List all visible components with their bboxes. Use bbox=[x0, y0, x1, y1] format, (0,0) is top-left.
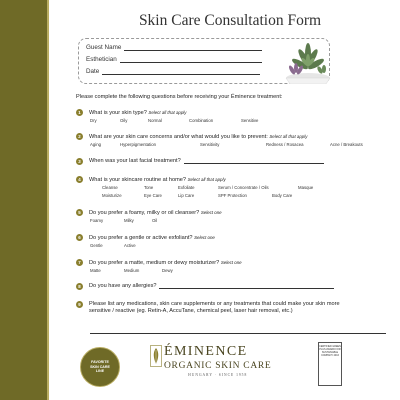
option-dry[interactable]: Dry bbox=[90, 118, 97, 123]
question-7 bbox=[76, 259, 242, 267]
guest-name-field[interactable] bbox=[124, 45, 262, 51]
question-number: 6 bbox=[76, 234, 83, 241]
succulent-plant-icon bbox=[268, 28, 332, 84]
question-5 bbox=[76, 209, 222, 217]
question-text: Do you prefer a matte, medium or dewy moisturizer? bbox=[89, 260, 220, 266]
green-certification-seal: CERTIFIED GREEN PLUS AWARD FOR SUSTAINABLE COMPANY 2016 bbox=[318, 342, 342, 386]
side-bar-gold-stripe bbox=[47, 0, 49, 400]
option-matte[interactable]: Matte bbox=[90, 268, 101, 273]
esthetician-label: Esthetician bbox=[86, 56, 117, 63]
question-note: Select all that apply bbox=[148, 110, 187, 115]
option-oil[interactable]: Oil bbox=[152, 218, 158, 223]
brand-tagline: ORGANIC SKIN CARE bbox=[164, 361, 272, 371]
last-facial-field[interactable] bbox=[184, 158, 324, 164]
question-number: 1 bbox=[76, 109, 83, 116]
question-text: Do you prefer a gentle or active exfoliant? bbox=[89, 235, 193, 241]
medications-field[interactable] bbox=[90, 333, 386, 334]
question-number: 8 bbox=[76, 283, 83, 290]
option-sensitivity[interactable]: Sensitivity bbox=[200, 142, 220, 147]
side-bar bbox=[0, 0, 53, 400]
option-moisturize[interactable]: Moisturize bbox=[102, 193, 122, 198]
question-text: When was your last facial treatment? bbox=[89, 158, 181, 164]
intro-text: Please complete the following questions before receiving your Éminence treatment: bbox=[76, 94, 283, 100]
option-dewy[interactable]: Dewy bbox=[162, 268, 173, 273]
eminence-logo-icon bbox=[150, 345, 162, 367]
date-row bbox=[86, 68, 260, 75]
question-number: 9 bbox=[76, 301, 83, 308]
question-note: Select one bbox=[200, 210, 222, 215]
option-gentle[interactable]: Gentle bbox=[90, 243, 103, 248]
side-bar-green bbox=[0, 0, 47, 400]
guest-name-row bbox=[86, 44, 262, 51]
question-number: 5 bbox=[76, 209, 83, 216]
option-eye-care[interactable]: Eye Care bbox=[144, 193, 162, 198]
question-2 bbox=[76, 133, 307, 141]
question-number: 2 bbox=[76, 133, 83, 140]
question-note: Select one bbox=[220, 260, 242, 265]
option-spf[interactable]: SPF Protection bbox=[218, 193, 247, 198]
form-title: Skin Care Consultation Form bbox=[138, 12, 322, 29]
question-3 bbox=[76, 158, 324, 165]
option-aging[interactable]: Aging bbox=[90, 142, 101, 147]
guest-name-label: Guest Name bbox=[86, 44, 122, 51]
badge-line-3: LINE bbox=[95, 369, 105, 374]
option-tone[interactable]: Tone bbox=[144, 185, 154, 190]
question-note: Select all that apply bbox=[187, 177, 226, 182]
question-1 bbox=[76, 109, 186, 117]
question-text: What is your skin type? bbox=[89, 110, 147, 116]
option-lip-care[interactable]: Lip Care bbox=[178, 193, 195, 198]
option-exfoliate[interactable]: Exfoliate bbox=[178, 185, 195, 190]
brand-sub: HUNGARY · SINCE 1958 bbox=[188, 373, 248, 377]
option-foamy[interactable]: Foamy bbox=[90, 218, 104, 223]
option-active[interactable]: Active bbox=[124, 243, 136, 248]
question-text: Do you prefer a foamy, milky or oil cleanser? bbox=[89, 210, 200, 216]
option-milky[interactable]: Milky bbox=[124, 218, 134, 223]
brand-block bbox=[164, 344, 271, 377]
option-redness[interactable]: Redness / Rosacea bbox=[266, 142, 304, 147]
question-text: What is your skincare routine at home? bbox=[89, 177, 187, 183]
question-number: 4 bbox=[76, 176, 83, 183]
option-sensitive[interactable]: Sensitive bbox=[241, 118, 259, 123]
question-number: 3 bbox=[76, 158, 83, 165]
esthetician-row bbox=[86, 56, 262, 63]
question-8 bbox=[76, 283, 334, 290]
option-masque[interactable]: Masque bbox=[298, 185, 314, 190]
question-text: What are your skin care concerns and/or what would you like to prevent: bbox=[89, 134, 268, 140]
question-4 bbox=[76, 176, 226, 184]
option-hyperpigmentation[interactable]: Hyperpigmentation bbox=[120, 142, 157, 147]
esthetician-field[interactable] bbox=[120, 57, 262, 63]
option-cleanse[interactable]: Cleanse bbox=[102, 185, 118, 190]
favorite-skin-care-badge bbox=[80, 347, 120, 387]
question-number: 7 bbox=[76, 259, 83, 266]
option-acne[interactable]: Acne / Breakouts bbox=[330, 142, 363, 147]
option-oily[interactable]: Oily bbox=[120, 118, 128, 123]
date-field[interactable] bbox=[102, 69, 260, 75]
question-note: Select all that apply bbox=[269, 134, 308, 139]
date-label: Date bbox=[86, 68, 100, 75]
brand-name: ÉMINENCE bbox=[164, 344, 248, 359]
question-text-line-2: sensitive / reactive (eg. Retin-A, AccuTane, chemical peel, laser hair removal, etc.) bbox=[89, 308, 293, 314]
question-6 bbox=[76, 234, 215, 242]
badge-line-1: FAVORITE bbox=[91, 360, 109, 365]
badge-line-2: SKIN CARE bbox=[90, 364, 110, 369]
question-text: Do you have any allergies? bbox=[89, 283, 157, 289]
option-combination[interactable]: Combination bbox=[189, 118, 214, 123]
allergies-field[interactable] bbox=[159, 283, 334, 289]
option-serum[interactable]: Serum / Concentrate / Oils bbox=[218, 185, 269, 190]
question-text: Please list any medications, skin care supplements or any treatments that could make your skin more bbox=[89, 301, 340, 307]
question-9 bbox=[76, 301, 340, 315]
question-note: Select one bbox=[194, 235, 215, 240]
option-medium[interactable]: Medium bbox=[124, 268, 140, 273]
option-body-care[interactable]: Body Care bbox=[272, 193, 293, 198]
option-normal[interactable]: Normal bbox=[148, 118, 162, 123]
